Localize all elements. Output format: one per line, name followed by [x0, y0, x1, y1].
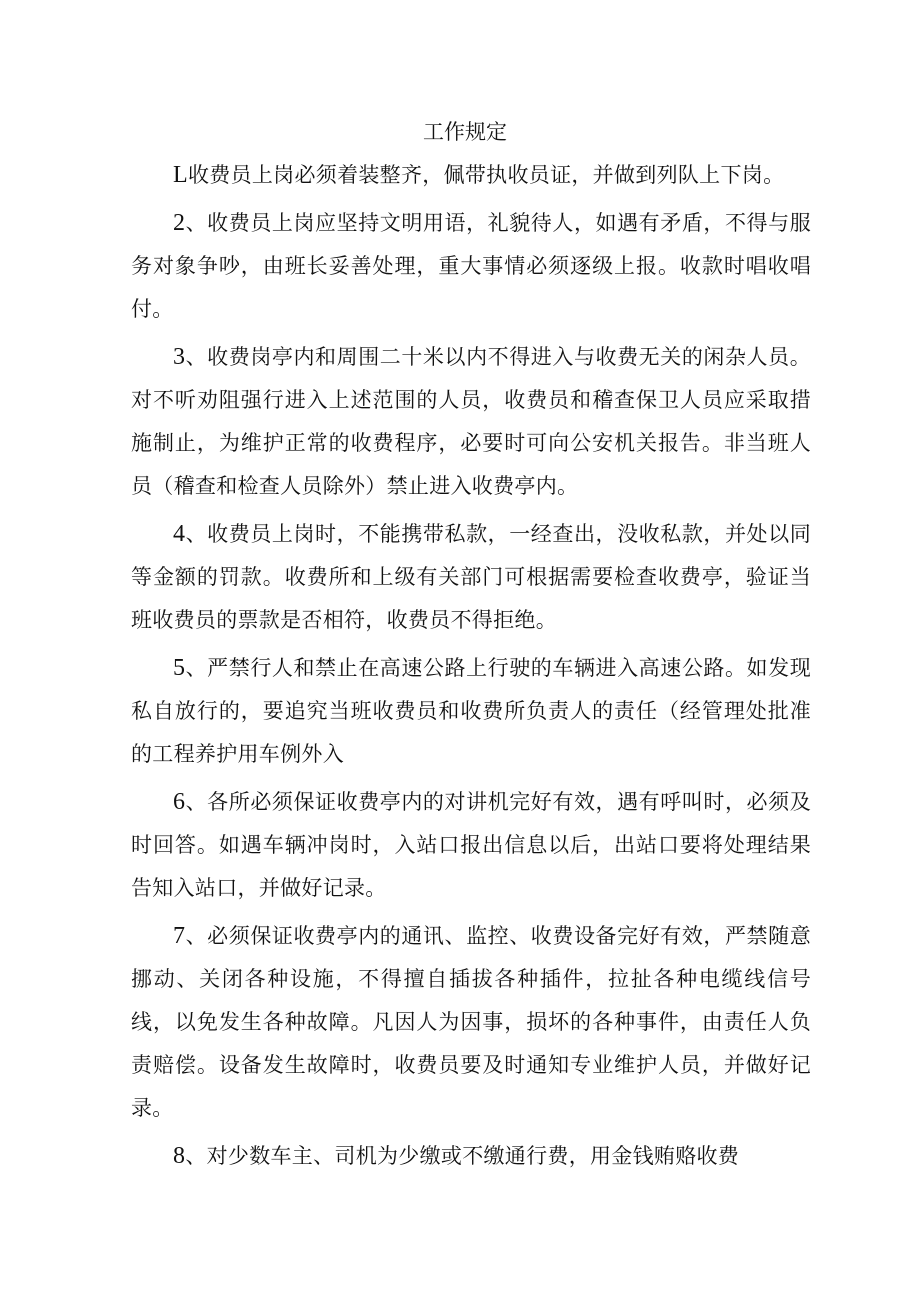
- paragraph-text: 、收费员上岗应坚持文明用语，礼貌待人，如遇有矛盾，不得与服务对象争吵，由班长妥善处理，重大事情必须逐级上报。收款时唱收唱付。: [131, 211, 811, 321]
- paragraph-number: 5: [173, 655, 186, 681]
- paragraph-1: [131, 154, 811, 197]
- paragraph-number: 7: [173, 923, 186, 949]
- paragraph-text: 、各所必须保证收费亭内的对讲机完好有效，遇有呼叫时，必须及时回答。如遇车辆冲岗时，入站口报出信息以后，出站口要将处理结果告知入站口，并做好记录。: [131, 790, 811, 900]
- paragraph-number: 6: [173, 789, 186, 815]
- paragraph-number: L: [173, 162, 188, 188]
- paragraph-text: 、收费岗亭内和周围二十米以内不得进入与收费无关的闲杂人员。对不听劝阻强行进入上述范围的人员，收费员和稽查保卫人员应采取措施制止，为维护正常的收费程序，必要时可向公安机关报告。非当班人员（稽查和检查人员除外）禁止进入收费亭内。: [131, 345, 811, 498]
- paragraph-text: 收费员上岗必须着装整齐，佩带执收员证，并做到列队上下岗。: [187, 163, 785, 187]
- paragraph-number: 8: [173, 1143, 186, 1169]
- paragraph-4: [131, 513, 811, 642]
- paragraph-number: 2: [173, 210, 186, 236]
- document-body: [131, 154, 811, 1183]
- paragraph-3: [131, 336, 811, 508]
- paragraph-8: [131, 1135, 811, 1178]
- paragraph-7: [131, 915, 811, 1130]
- paragraph-number: 3: [173, 344, 186, 370]
- paragraph-6: [131, 781, 811, 910]
- paragraph-text: 、严禁行人和禁止在高速公路上行驶的车辆进入高速公路。如发现私自放行的，要追究当班收费员和收费所负责人的责任（经管理处批准的工程养护用车例外入: [131, 656, 811, 766]
- paragraph-text: 、收费员上岗时，不能携带私款，一经查出，没收私款，并处以同等金额的罚款。收费所和上级有关部门可根据需要检查收费亭，验证当班收费员的票款是否相符，收费员不得拒绝。: [131, 522, 811, 632]
- paragraph-2: [131, 202, 811, 331]
- paragraph-text: 、必须保证收费亭内的通讯、监控、收费设备完好有效，严禁随意挪动、关闭各种设施，不得擅自插拔各种插件，拉扯各种电缆线信号线，以免发生各种故障。凡因人为因事，损坏的各种事件，由责任人负责赔偿。设备发生故障时，收费员要及时通知专业维护人员，并做好记录。: [131, 924, 811, 1120]
- paragraph-text: 、对少数车主、司机为少缴或不缴通行费，用金钱贿赂收费: [185, 1144, 740, 1168]
- document-title: 工作规定: [423, 120, 507, 144]
- paragraph-number: 4: [173, 521, 186, 547]
- paragraph-5: [131, 647, 811, 776]
